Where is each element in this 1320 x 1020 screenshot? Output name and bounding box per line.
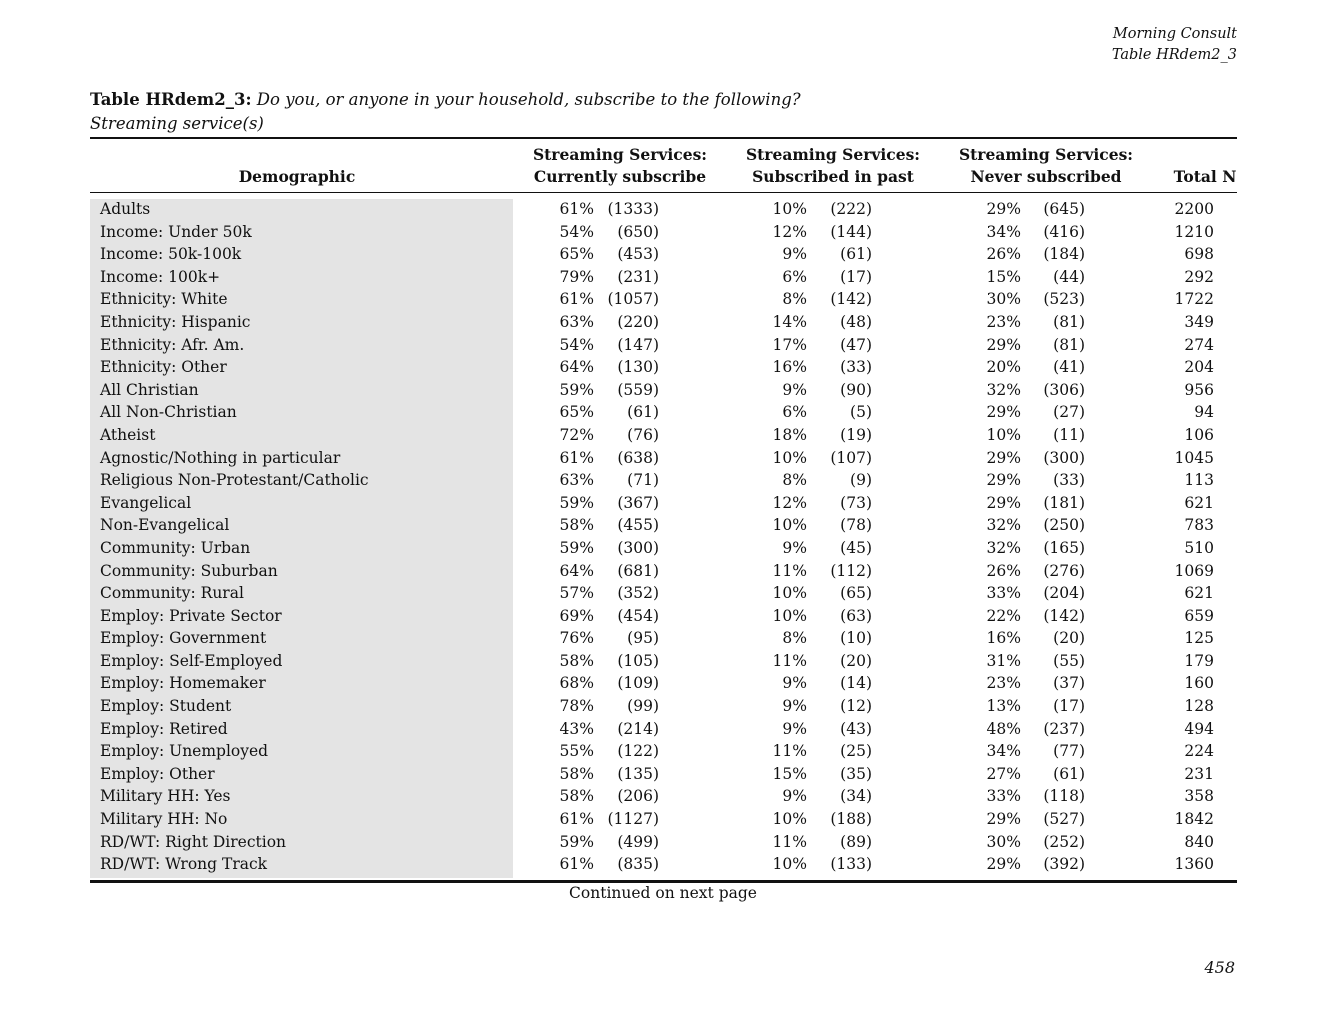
col-header-line: Never subscribed — [970, 167, 1122, 186]
row-demographic: Non-Evangelical — [100, 516, 230, 535]
table-row — [0, 853, 1320, 876]
total-n: 274 — [1184, 335, 1214, 354]
subscribed-past-pct: 11% — [772, 832, 807, 851]
currently-subscribe-pct: 59% — [559, 538, 594, 557]
subscribed-past-pct: 10% — [772, 855, 807, 874]
subscribed-past-n: (12) — [840, 697, 872, 716]
subscribed-past-n: (14) — [840, 674, 872, 693]
currently-subscribe-n: (1333) — [607, 200, 659, 218]
table-top-rule — [90, 137, 1237, 139]
never-subscribed-n: (300) — [1043, 448, 1085, 467]
total-n: 179 — [1184, 651, 1214, 670]
never-subscribed-n: (20) — [1053, 629, 1085, 648]
currently-subscribe-pct: 58% — [559, 651, 594, 670]
subscribed-past-n: (20) — [840, 651, 872, 670]
never-subscribed-n: (181) — [1043, 493, 1085, 512]
subscribed-past-n: (188) — [830, 810, 872, 829]
currently-subscribe-n: (220) — [617, 312, 659, 331]
row-demographic: Employ: Other — [100, 764, 215, 783]
total-n: 783 — [1184, 516, 1214, 535]
subscribed-past-n: (107) — [830, 448, 872, 467]
subscribed-past-pct: 8% — [782, 629, 807, 648]
row-demographic: Income: Under 50k — [100, 222, 252, 241]
row-demographic: Military HH: No — [100, 810, 228, 829]
never-subscribed-pct: 29% — [986, 810, 1021, 829]
never-subscribed-n: (237) — [1043, 719, 1085, 738]
never-subscribed-pct: 32% — [986, 380, 1021, 399]
currently-subscribe-pct: 61% — [559, 448, 594, 467]
subscribed-past-pct: 9% — [782, 245, 807, 264]
never-subscribed-pct: 29% — [986, 471, 1021, 490]
subscribed-past-pct: 9% — [782, 380, 807, 399]
never-subscribed-n: (55) — [1053, 651, 1085, 670]
table-row — [0, 627, 1320, 650]
currently-subscribe-pct: 63% — [559, 312, 594, 331]
never-subscribed-n: (250) — [1043, 516, 1085, 535]
subscribed-past-n: (17) — [840, 267, 872, 286]
currently-subscribe-n: (681) — [617, 561, 659, 580]
col-header-line: Streaming Services: — [745, 145, 921, 164]
never-subscribed-pct: 15% — [986, 267, 1021, 286]
never-subscribed-n: (165) — [1043, 538, 1085, 557]
col-header-line: Subscribed in past — [752, 167, 914, 186]
total-n: 224 — [1184, 742, 1214, 761]
row-demographic: Military HH: Yes — [100, 787, 231, 806]
currently-subscribe-n: (835) — [617, 855, 659, 874]
table-row — [0, 356, 1320, 379]
currently-subscribe-pct: 55% — [559, 742, 594, 761]
subscribed-past-n: (10) — [840, 629, 872, 648]
currently-subscribe-n: (135) — [617, 764, 659, 783]
table-row — [0, 243, 1320, 266]
never-subscribed-n: (33) — [1053, 471, 1085, 490]
row-demographic: Community: Suburban — [100, 561, 278, 580]
total-n: 621 — [1184, 493, 1214, 512]
currently-subscribe-pct: 61% — [559, 855, 594, 874]
table-row — [0, 763, 1320, 786]
currently-subscribe-n: (76) — [627, 425, 659, 444]
continued-note: Continued on next page — [569, 884, 757, 902]
table-row — [0, 198, 1320, 221]
subscribed-past-n: (112) — [830, 561, 872, 580]
row-demographic: Employ: Homemaker — [100, 674, 266, 693]
row-demographic: Income: 100k+ — [100, 267, 221, 286]
total-n: 1210 — [1174, 222, 1214, 241]
row-demographic: Evangelical — [100, 493, 192, 512]
table-row — [0, 650, 1320, 673]
currently-subscribe-pct: 65% — [559, 245, 594, 264]
subscribed-past-pct: 9% — [782, 674, 807, 693]
total-n: 1722 — [1174, 290, 1214, 309]
currently-subscribe-pct: 64% — [559, 561, 594, 580]
never-subscribed-pct: 29% — [986, 200, 1021, 218]
row-demographic: Adults — [100, 200, 151, 218]
total-n: 113 — [1184, 471, 1214, 490]
subscribed-past-pct: 18% — [772, 425, 807, 444]
subscribed-past-n: (61) — [840, 245, 872, 264]
currently-subscribe-pct: 63% — [559, 471, 594, 490]
currently-subscribe-n: (214) — [617, 719, 659, 738]
subscribed-past-n: (43) — [840, 719, 872, 738]
row-demographic: Religious Non-Protestant/Catholic — [100, 471, 369, 490]
never-subscribed-pct: 29% — [986, 855, 1021, 874]
total-n: 1842 — [1174, 810, 1214, 829]
never-subscribed-pct: 33% — [986, 584, 1021, 603]
col-header-total-n: Total N — [1173, 167, 1237, 186]
never-subscribed-pct: 32% — [986, 538, 1021, 557]
never-subscribed-n: (142) — [1043, 606, 1085, 625]
currently-subscribe-n: (1057) — [607, 290, 659, 309]
row-demographic: Employ: Student — [100, 697, 232, 716]
table-row — [0, 492, 1320, 515]
subscribed-past-pct: 9% — [782, 697, 807, 716]
page-header — [1112, 24, 1237, 66]
never-subscribed-pct: 26% — [986, 245, 1021, 264]
subscribed-past-n: (34) — [840, 787, 872, 806]
total-n: 1069 — [1174, 561, 1214, 580]
subscribed-past-n: (78) — [840, 516, 872, 535]
subscribed-past-n: (142) — [830, 290, 872, 309]
subscribed-past-n: (89) — [840, 832, 872, 851]
row-demographic: Employ: Self-Employed — [100, 651, 283, 670]
subscribed-past-n: (222) — [830, 200, 872, 218]
total-n: 160 — [1184, 674, 1214, 693]
currently-subscribe-pct: 59% — [559, 380, 594, 399]
header-rule — [90, 192, 1237, 193]
never-subscribed-pct: 30% — [986, 290, 1021, 309]
currently-subscribe-pct: 72% — [559, 425, 594, 444]
table-row — [0, 672, 1320, 695]
currently-subscribe-pct: 54% — [559, 335, 594, 354]
currently-subscribe-pct: 61% — [559, 200, 594, 218]
total-n: 106 — [1184, 425, 1214, 444]
currently-subscribe-pct: 76% — [559, 629, 594, 648]
subscribed-past-n: (47) — [840, 335, 872, 354]
subscribed-past-pct: 10% — [772, 448, 807, 467]
never-subscribed-n: (276) — [1043, 561, 1085, 580]
total-n: 349 — [1184, 312, 1214, 331]
row-demographic: Atheist — [100, 425, 156, 444]
row-demographic: Ethnicity: Hispanic — [100, 312, 251, 331]
subscribed-past-n: (25) — [840, 742, 872, 761]
never-subscribed-pct: 23% — [986, 312, 1021, 331]
subscribed-past-pct: 9% — [782, 538, 807, 557]
table-row — [0, 808, 1320, 831]
subscribed-past-n: (90) — [840, 380, 872, 399]
never-subscribed-n: (416) — [1043, 222, 1085, 241]
never-subscribed-n: (41) — [1053, 358, 1085, 377]
subscribed-past-pct: 14% — [772, 312, 807, 331]
table-row — [0, 582, 1320, 605]
currently-subscribe-pct: 43% — [559, 719, 594, 738]
never-subscribed-n: (523) — [1043, 290, 1085, 309]
total-n: 204 — [1184, 358, 1214, 377]
currently-subscribe-n: (650) — [617, 222, 659, 241]
currently-subscribe-n: (231) — [617, 267, 659, 286]
table-row — [0, 447, 1320, 470]
currently-subscribe-n: (130) — [617, 358, 659, 377]
subscribed-past-pct: 6% — [782, 403, 807, 422]
row-demographic: Community: Urban — [100, 538, 251, 557]
table-row — [0, 785, 1320, 808]
subscribed-past-pct: 6% — [782, 267, 807, 286]
total-n: 956 — [1184, 380, 1214, 399]
table-row — [0, 831, 1320, 854]
currently-subscribe-pct: 65% — [559, 403, 594, 422]
row-demographic: All Christian — [100, 380, 199, 399]
org-name: Morning Consult — [1112, 26, 1237, 42]
total-n: 840 — [1184, 832, 1214, 851]
currently-subscribe-n: (99) — [627, 697, 659, 716]
row-demographic: RD/WT: Wrong Track — [100, 855, 268, 874]
row-demographic: All Non-Christian — [100, 403, 237, 422]
total-n: 659 — [1184, 606, 1214, 625]
never-subscribed-n: (184) — [1043, 245, 1085, 264]
total-n: 1045 — [1174, 448, 1214, 467]
never-subscribed-pct: 27% — [986, 764, 1021, 783]
subscribed-past-n: (45) — [840, 538, 872, 557]
row-demographic: Community: Rural — [100, 584, 244, 603]
subscribed-past-n: (65) — [840, 584, 872, 603]
currently-subscribe-n: (367) — [617, 493, 659, 512]
total-n: 698 — [1184, 245, 1214, 264]
table-row — [0, 334, 1320, 357]
table-reference: Table HRdem2_3 — [1111, 47, 1237, 63]
row-demographic: Ethnicity: Other — [100, 358, 227, 377]
col-header-never-subscribed — [946, 144, 1146, 188]
table-row — [0, 469, 1320, 492]
table-row — [0, 288, 1320, 311]
currently-subscribe-n: (122) — [617, 742, 659, 761]
subscribed-past-n: (63) — [840, 606, 872, 625]
currently-subscribe-pct: 61% — [559, 290, 594, 309]
currently-subscribe-n: (352) — [617, 584, 659, 603]
never-subscribed-pct: 29% — [986, 403, 1021, 422]
never-subscribed-pct: 33% — [986, 787, 1021, 806]
subscribed-past-pct: 10% — [772, 516, 807, 535]
subscribed-past-n: (73) — [840, 493, 872, 512]
never-subscribed-pct: 30% — [986, 832, 1021, 851]
currently-subscribe-pct: 59% — [559, 493, 594, 512]
table-title — [90, 88, 1240, 136]
page-number: 458 — [1204, 958, 1235, 977]
never-subscribed-pct: 32% — [986, 516, 1021, 535]
total-n: 94 — [1194, 403, 1214, 422]
col-header-demographic: Demographic — [238, 167, 356, 186]
subscribed-past-pct: 8% — [782, 290, 807, 309]
never-subscribed-pct: 34% — [986, 742, 1021, 761]
row-demographic: Employ: Unemployed — [100, 742, 269, 761]
never-subscribed-n: (61) — [1053, 764, 1085, 783]
never-subscribed-pct: 34% — [986, 222, 1021, 241]
currently-subscribe-pct: 58% — [559, 787, 594, 806]
total-n: 292 — [1184, 267, 1214, 286]
never-subscribed-n: (27) — [1053, 403, 1085, 422]
table-label: Table HRdem2_3: — [90, 90, 252, 109]
currently-subscribe-n: (300) — [617, 538, 659, 557]
col-header-line: Streaming Services: — [958, 145, 1134, 164]
currently-subscribe-n: (638) — [617, 448, 659, 467]
never-subscribed-pct: 29% — [986, 335, 1021, 354]
row-demographic: Agnostic/Nothing in particular — [100, 448, 341, 467]
table-row — [0, 424, 1320, 447]
currently-subscribe-pct: 69% — [559, 606, 594, 625]
subscribed-past-n: (19) — [840, 425, 872, 444]
table-row — [0, 311, 1320, 334]
table-row — [0, 537, 1320, 560]
subscribed-past-n: (9) — [850, 471, 872, 490]
subscribed-past-pct: 11% — [772, 742, 807, 761]
currently-subscribe-n: (453) — [617, 245, 659, 264]
subscribed-past-n: (35) — [840, 764, 872, 783]
subscribed-past-pct: 12% — [772, 493, 807, 512]
currently-subscribe-n: (1127) — [607, 810, 659, 829]
never-subscribed-n: (11) — [1053, 425, 1085, 444]
never-subscribed-pct: 29% — [986, 448, 1021, 467]
never-subscribed-n: (527) — [1043, 810, 1085, 829]
never-subscribed-pct: 16% — [986, 629, 1021, 648]
currently-subscribe-n: (559) — [617, 380, 659, 399]
currently-subscribe-n: (71) — [627, 471, 659, 490]
total-n: 128 — [1184, 697, 1214, 716]
total-n: 125 — [1184, 629, 1214, 648]
subscribed-past-pct: 17% — [772, 335, 807, 354]
col-header-line: Currently subscribe — [533, 167, 707, 186]
subscribed-past-pct: 10% — [772, 200, 807, 218]
subscribed-past-pct: 15% — [772, 764, 807, 783]
subscribed-past-pct: 10% — [772, 606, 807, 625]
currently-subscribe-n: (105) — [617, 651, 659, 670]
col-header-subscribed-in-past — [733, 144, 933, 188]
row-demographic: Ethnicity: Afr. Am. — [100, 335, 245, 354]
table-question: Do you, or anyone in your household, subscribe to the following? — [256, 90, 801, 109]
subscribed-past-pct: 10% — [772, 584, 807, 603]
col-header-currently-subscribe — [520, 144, 720, 188]
row-demographic: Employ: Retired — [100, 719, 228, 738]
total-n: 231 — [1184, 764, 1214, 783]
total-n: 358 — [1184, 787, 1214, 806]
table-row — [0, 695, 1320, 718]
subscribed-past-n: (5) — [850, 403, 872, 422]
table-row — [0, 266, 1320, 289]
col-header-line: Streaming Services: — [532, 145, 708, 164]
subscribed-past-n: (48) — [840, 312, 872, 331]
table-body — [0, 198, 1320, 876]
never-subscribed-pct: 20% — [986, 358, 1021, 377]
total-n: 2200 — [1174, 200, 1214, 218]
total-n: 494 — [1184, 719, 1214, 738]
currently-subscribe-pct: 68% — [559, 674, 594, 693]
currently-subscribe-pct: 79% — [559, 267, 594, 286]
subscribed-past-pct: 8% — [782, 471, 807, 490]
never-subscribed-n: (17) — [1053, 697, 1085, 716]
subscribed-past-pct: 9% — [782, 787, 807, 806]
currently-subscribe-pct: 54% — [559, 222, 594, 241]
table-row — [0, 740, 1320, 763]
subscribed-past-pct: 10% — [772, 810, 807, 829]
table-row — [0, 718, 1320, 741]
currently-subscribe-n: (95) — [627, 629, 659, 648]
never-subscribed-pct: 13% — [986, 697, 1021, 716]
row-demographic: Ethnicity: White — [100, 290, 228, 309]
subscribed-past-pct: 11% — [772, 561, 807, 580]
never-subscribed-pct: 10% — [986, 425, 1021, 444]
total-n: 621 — [1184, 584, 1214, 603]
never-subscribed-pct: 22% — [986, 606, 1021, 625]
currently-subscribe-n: (61) — [627, 403, 659, 422]
currently-subscribe-pct: 78% — [559, 697, 594, 716]
table-row — [0, 401, 1320, 424]
never-subscribed-n: (44) — [1053, 267, 1085, 286]
never-subscribed-pct: 31% — [986, 651, 1021, 670]
total-n: 1360 — [1174, 855, 1214, 874]
never-subscribed-pct: 48% — [986, 719, 1021, 738]
subscribed-past-pct: 12% — [772, 222, 807, 241]
never-subscribed-n: (306) — [1043, 380, 1085, 399]
currently-subscribe-n: (147) — [617, 335, 659, 354]
currently-subscribe-n: (109) — [617, 674, 659, 693]
subscribed-past-pct: 9% — [782, 719, 807, 738]
never-subscribed-n: (645) — [1043, 200, 1085, 218]
row-demographic: Income: 50k-100k — [100, 245, 242, 264]
table-row — [0, 221, 1320, 244]
currently-subscribe-pct: 64% — [559, 358, 594, 377]
never-subscribed-n: (118) — [1043, 787, 1085, 806]
total-n: 510 — [1184, 538, 1214, 557]
never-subscribed-n: (252) — [1043, 832, 1085, 851]
currently-subscribe-pct: 57% — [559, 584, 594, 603]
never-subscribed-n: (392) — [1043, 855, 1085, 874]
never-subscribed-n: (204) — [1043, 584, 1085, 603]
currently-subscribe-pct: 58% — [559, 516, 594, 535]
currently-subscribe-pct: 58% — [559, 764, 594, 783]
never-subscribed-n: (81) — [1053, 312, 1085, 331]
never-subscribed-n: (77) — [1053, 742, 1085, 761]
never-subscribed-pct: 26% — [986, 561, 1021, 580]
subscribed-past-n: (144) — [830, 222, 872, 241]
currently-subscribe-pct: 61% — [559, 810, 594, 829]
never-subscribed-pct: 23% — [986, 674, 1021, 693]
table-row — [0, 605, 1320, 628]
row-demographic: RD/WT: Right Direction — [100, 832, 287, 851]
currently-subscribe-n: (206) — [617, 787, 659, 806]
never-subscribed-n: (81) — [1053, 335, 1085, 354]
table-subtitle: Streaming service(s) — [90, 114, 264, 133]
table-row — [0, 514, 1320, 537]
subscribed-past-n: (33) — [840, 358, 872, 377]
currently-subscribe-n: (455) — [617, 516, 659, 535]
subscribed-past-n: (133) — [830, 855, 872, 874]
currently-subscribe-pct: 59% — [559, 832, 594, 851]
currently-subscribe-n: (454) — [617, 606, 659, 625]
table-row — [0, 560, 1320, 583]
subscribed-past-pct: 16% — [772, 358, 807, 377]
table-row — [0, 379, 1320, 402]
currently-subscribe-n: (499) — [617, 832, 659, 851]
row-demographic: Employ: Private Sector — [100, 606, 282, 625]
never-subscribed-pct: 29% — [986, 493, 1021, 512]
row-demographic: Employ: Government — [100, 629, 267, 648]
subscribed-past-pct: 11% — [772, 651, 807, 670]
never-subscribed-n: (37) — [1053, 674, 1085, 693]
